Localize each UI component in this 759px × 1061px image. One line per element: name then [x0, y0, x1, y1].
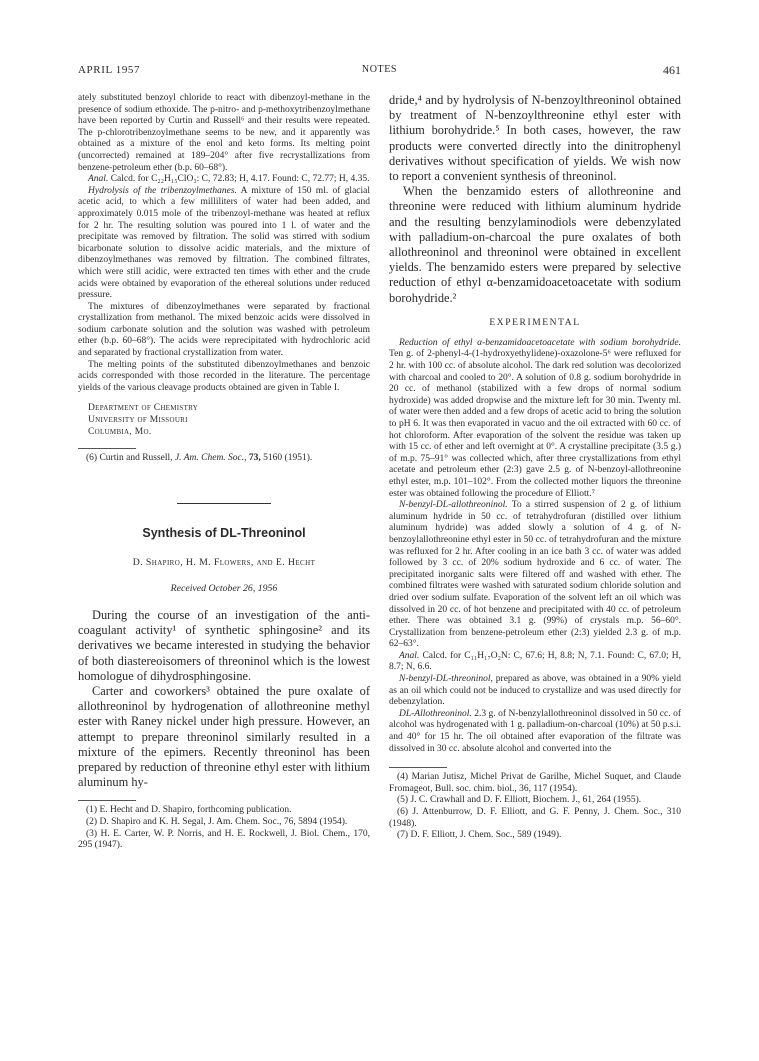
experimental-allothreoninol: N-benzyl-DL-allothreoninol. To a stirred suspension of 2 g. of lithium aluminum hydride in 50 cc. of tetrahydrofuran (distilled over lithium aluminum hydride) was added slowly a solution of 4 g. of N-benzoylallothreonine ethyl ester in 50 cc. of tetrahydrofuran and the mixture was refluxed for 2 hr. After cooling in an ice bath 3 cc. of water was added followed by 3 cc. of 20% sodium hydroxide and 6 cc. of water. The precipitated inorganic salts were filtered off and washed with ether. The combined filtrates were washed with saturated sodium chloride solution and dried over sodium sulfate. Evaporation of the solvent left an oil which was dissolved in 20 cc. of hot benzene and precipitated with 40 cc. of petroleum ether. There was obtained 3.1 g. (99%) of crystals m.p. 56–60°. Crystallization from benzene-petroleum ether (2:3) yielded 2.3 g. of m.p. 62–63°.: [389, 500, 681, 650]
intro-continued: dride,⁴ and by hydrolysis of N-benzoylthreoninol obtained by treatment of N-benzoylthreonine ethyl ester with lithium borohydride.⁵ In both cases, however, the raw products were converted directly into the dinitrophenyl derivatives without specification of yields. We wish now to report a convenient synthesis of threoninol.: [389, 93, 681, 184]
header-section: NOTES: [361, 64, 398, 75]
footnote-rule: [389, 767, 447, 768]
header-date: APRIL 1957: [78, 64, 141, 76]
hydrolysis-paragraph: [78, 186, 370, 302]
experimental-reduction: Reduction of ethyl α-benzamidoacetoacetate with sodium borohydride. Ten g. of 2-phenyl-4-(1-hydroxyethylidene)-oxazolone-5⁶ were refluxed for 2 hr. with 100 cc. of absolute alcohol. The dark red solution was decolorized with charcoal and cooled to 20°. A solution of 0.8 g. sodium borohydride in 20 cc. of methanol (stabilized with a few drops of normal sodium hydroxide) was added dropwise and the mixture left for 30 min. Twenty ml. of water were then added and a few drops of acetic acid to bring the solution to pH 6. It was then evaporated in vacuo and the oil extracted with 60 cc. of hot chloroform. After evaporation of the solvent the residue was taken up with 15 cc. of ether and left overnight at 0°. A crystalline precipitate (3.5 g.) of m.p. 75–91° was collected which, after three crystallizations from ethyl acetate and petroleum ether (2:3) gave 2.5 g. of N-benzoyl-allothreonine ethyl ester, m.p. 101–102°. From the collected mother liquors the threonine ester was obtained following the procedure of Elliott.⁷: [389, 337, 681, 499]
footnotes-right: [389, 772, 681, 842]
intro-paragraph: During the course of an investigation of the anti-coagulant activity¹ of synthetic sphingosine² and its derivatives we became interested in studying the behavior of both diastereoisomers of threoninol which is the lowest homologue of dihydrosphingosine.: [78, 608, 370, 683]
footnote-2: (2) D. Shapiro and K. H. Segal, J. Am. Chem. Soc., 76, 5894 (1954).: [86, 817, 348, 828]
department-line-1: Department of Chemistry: [88, 403, 199, 414]
footnote-4: (4) Marian Jutisz, Michel Privat de Garilhe, Michel Suquet, and Claude Fromageot, Bull. soc. chim. biol., 36, 117 (1954).: [389, 772, 681, 794]
left-column: [78, 93, 370, 852]
melting-points-paragraph: The melting points of the substituted dibenzoylmethanes and benzoic acids corresponded with those recorded in the literature. The percentage yields of the various cleavage products obtained are given in Table I.: [78, 359, 370, 393]
footnote-6: (6) J. Attenburrow, D. F. Elliott, and G. F. Penny, J. Chem. Soc., 310 (1948).: [389, 807, 681, 829]
footnote-rule: [78, 448, 136, 449]
department-line-2: University of Missouri: [88, 415, 188, 426]
footnote-1: (1) E. Hecht and D. Shapiro, forthcoming publication.: [86, 805, 292, 816]
department-line-3: Columbia, Mo.: [88, 427, 152, 438]
footnote-5: (5) J. C. Crawhall and D. F. Elliott, Biochem. J., 61, 264 (1955).: [397, 795, 642, 806]
footnotes-left: [78, 805, 370, 851]
hydrolysis-label: Hydrolysis of the tribenzoylmethanes.: [88, 185, 237, 196]
carter-paragraph: Carter and coworkers³ obtained the pure oxalate of allothreoninol by hydrogenation of allothreonine methyl ester with Raney nickel under high pressure. However, an attempt to prepare threoninol similarly resulted in a mixture of the epimers. Recently threoninol has been prepared by reduction of threonine ethyl ester with lithium aluminum hy-: [78, 684, 370, 790]
anal-paragraph: [78, 174, 370, 186]
department-affiliation: [88, 402, 370, 438]
reduction-summary-paragraph: When the benzamido esters of allothreonine and threonine were reduced with lithium aluminum hydride and the resulting benzylaminodiols were debenzylated with palladium-on-charcoal the pure oxalates of both allothreoninol and threoninol were obtained in excellent yields. The benzamido esters were prepared by selective reduction of ethyl α-benzamidoacetoacetate with sodium borohydride.²: [389, 184, 681, 305]
section-heading-experimental: EXPERIMENTAL: [489, 317, 581, 328]
running-header: [78, 64, 681, 82]
experimental-dl-allothreoninol: DL-Allothreoninol. 2.3 g. of N-benzylallothreoninol dissolved in 50 cc. of alcohol was hydrogenated with 1 g. palladium-on-charcoal (10%) at 50 p.s.i. and 40° for 15 hr. The oil obtained after evaporation of the filtrate was dissolved in 30 cc. absolute alcohol and converted into the: [389, 708, 681, 754]
anal-text: Calcd. for C₂₂H₁₅ClO₃: C, 72.83; H, 4.17. Found: C, 72.77; H, 4.35.: [110, 174, 370, 185]
paragraph-continued: ately substituted benzoyl chloride to react with dibenzoyl-methane in the presence of sodium ethoxide. The p-nitro- and p-methoxytribenzoylmethane have been reported by Curtin and Russell⁶ and their results were repeated. The p-chlorotribenzoylmethane seems to be new, and it apparently was obtained as a mixture of the enol and keto forms. Its melting point (uncorrected) remained at 189–204° after five recrystallizations from benzene-petroleum ether (b.p. 60–68°).: [78, 93, 370, 173]
article-title: Synthesis of DL-Threoninol: [142, 526, 306, 541]
footnote-3: (3) H. E. Carter, W. P. Norris, and H. E. Rockwell, J. Biol. Chem., 170, 295 (1947).: [78, 828, 370, 851]
page-number: 461: [663, 63, 681, 77]
hydrolysis-text: A mixture of 150 ml. of glacial acetic acid, to which a few milliliters of water had been added, and approximately 0.015 mole of the tribenzoyl-methane was heated at reflux for 2 hr. The resulting solution was poured into 1 l. of water and the precipitate was removed by filtration. The solid was stirred with sodium bicarbonate solution to dissolve acidic materials, and the mixture of dibenzoylmethanes was removed by filtration. The combined filtrates, which were still acidic, were extracted ten times with ether and the crude acids were obtained by evaporation of the ethereal solutions under reduced pressure.: [78, 185, 370, 301]
received-date: Received October 26, 1956: [170, 583, 278, 595]
footnote-6-left: (6) Curtin and Russell, J. Am. Chem. Soc., 73, 5160 (1951).: [86, 453, 313, 464]
anal-label: Anal.: [88, 174, 109, 185]
article-separator: [177, 503, 271, 504]
separation-paragraph: The mixtures of dibenzoylmethanes were separated by fractional crystallization from methanol. The mixed benzoic acids were dissolved in sodium carbonate solution and the solution was washed with petroleum ether (b.p. 60–68°). The acids were reprecipitated with hydrochloric acid and separated by fractional crystallization from water.: [78, 301, 370, 359]
footnote-rule: [78, 800, 136, 801]
experimental-anal: Anal. Calcd. for C₁₁H₁₇O₂N: C, 67.6; H, 8.8; N, 7.1. Found: C, 67.0; H, 8.7; N, 6.6.: [389, 650, 681, 673]
footnote-7: (7) D. F. Elliott, J. Chem. Soc., 589 (1949).: [397, 830, 562, 841]
right-column: [389, 93, 681, 842]
experimental-threoninol: N-benzyl-DL-threoninol, prepared as above, was obtained in a 90% yield as an oil which could not be induced to crystallize and was used directly for debenzylation.: [389, 674, 681, 708]
article-authors: D. Shapiro, H. M. Flowers, and E. Hecht: [132, 557, 316, 569]
